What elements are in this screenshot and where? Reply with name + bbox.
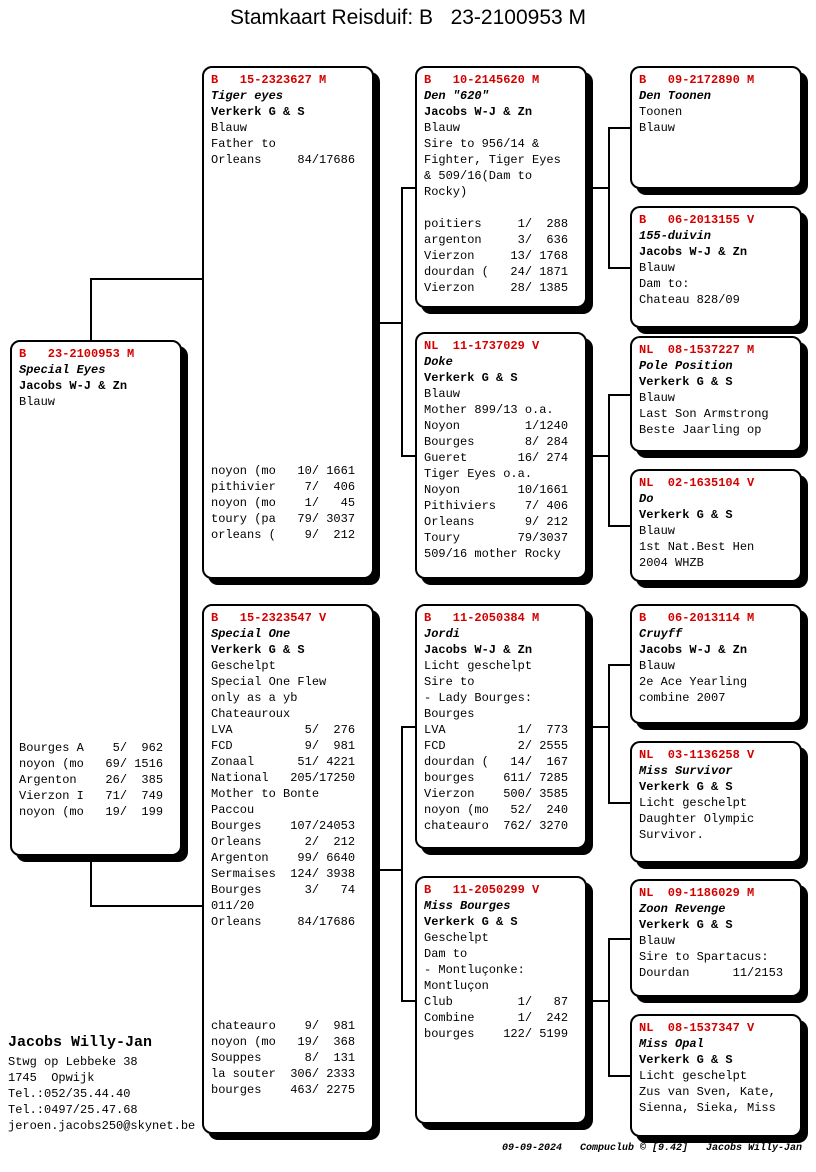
box-line: Special One Flew — [211, 675, 327, 689]
box-line: Doke — [424, 355, 453, 369]
box-line: Verkerk G & S — [639, 780, 733, 794]
box-line: & 509/16(Dam to — [424, 169, 533, 183]
box-lines — [19, 362, 176, 410]
box-line: Dam to: — [639, 277, 690, 291]
box-line: only as a yb — [211, 691, 298, 705]
box-line: Blauw — [639, 391, 676, 405]
box-lines — [639, 358, 796, 438]
ring-number: NL 03-1136258 V — [639, 748, 755, 762]
box-line: Den "620" — [424, 89, 489, 103]
page-title: Stamkaart Reisduif: B 23-2100953 M — [229, 6, 586, 29]
connector-line — [608, 127, 630, 129]
box-line: Pithiviers 7/ 406 — [424, 499, 569, 513]
box-lines — [424, 354, 581, 562]
box-line: 1745 Opwijk — [8, 1071, 95, 1085]
box-line: noyon (mo 69/ 1516 — [19, 757, 164, 771]
box-line: Dam to — [424, 947, 468, 961]
box-lines — [639, 1036, 796, 1116]
ring-number: B 06-2013114 M — [639, 611, 755, 625]
box-line: Daughter Olympic — [639, 812, 755, 826]
box-line: Tiger eyes — [211, 89, 284, 103]
ring-number: NL 08-1537347 V — [639, 1021, 755, 1035]
ring-number: B 15-2323547 V — [211, 611, 327, 625]
box-line: Verkerk G & S — [639, 375, 733, 389]
box-line: Blauw — [639, 524, 676, 538]
box-line: Paccou — [211, 803, 255, 817]
box-line: 1st Nat.Best Hen — [639, 540, 755, 554]
box-results — [211, 463, 368, 543]
footer-credit: 09-09-2024 Compuclub © [9.42] Jacobs Willy-Jan — [501, 1143, 802, 1154]
connector-line — [401, 726, 415, 728]
box-line: Miss Survivor — [639, 764, 733, 778]
pedigree-box-father — [202, 66, 374, 579]
box-line: Survivor. — [639, 828, 704, 842]
box-line: Verkerk G & S — [424, 915, 518, 929]
box-line: Verkerk G & S — [639, 1053, 733, 1067]
box-line: Special One — [211, 627, 291, 641]
box-content — [639, 72, 796, 136]
connector-line — [608, 802, 630, 804]
box-content — [424, 610, 581, 834]
box-line: Dourdan 11/2153 — [639, 966, 784, 980]
box-lines — [639, 763, 796, 843]
box-line: Jacobs W-J & Zn — [424, 643, 533, 657]
box-line: Orleans 9/ 212 — [424, 515, 569, 529]
box-line: Sire to — [424, 675, 475, 689]
box-line: Cruyff — [639, 627, 683, 641]
box-line: Zus van Sven, Kate, — [639, 1085, 776, 1099]
box-lines — [424, 88, 581, 296]
contact-lines — [8, 1054, 195, 1134]
box-lines — [211, 88, 368, 168]
box-line: Licht geschelpt — [639, 1069, 748, 1083]
box-line: Verkerk G & S — [639, 918, 733, 932]
box-content — [424, 72, 581, 296]
box-content — [639, 212, 796, 308]
connector-line — [374, 322, 402, 324]
connector-line — [401, 726, 403, 1000]
box-line: 509/16 mother Rocky — [424, 547, 561, 561]
pedigree-box-subject — [10, 340, 182, 856]
box-line — [424, 200, 581, 216]
box-line: Blauw — [424, 387, 461, 401]
ring-number: NL 02-1635104 V — [639, 476, 755, 490]
box-line: Montluçon — [424, 979, 489, 993]
box-line: orleans ( 9/ 212 — [211, 528, 356, 542]
box-content — [211, 610, 368, 930]
ring-number: NL 09-1186029 M — [639, 886, 755, 900]
box-line: toury (pa 79/ 3037 — [211, 512, 356, 526]
box-content — [639, 475, 796, 571]
box-results — [211, 1018, 368, 1098]
box-line: bourges 122/ 5199 — [424, 1027, 569, 1041]
box-line: Orleans 2/ 212 — [211, 835, 356, 849]
box-content — [639, 610, 796, 706]
connector-line — [608, 394, 630, 396]
box-line: Pole Position — [639, 359, 733, 373]
box-line: Miss Opal — [639, 1037, 704, 1051]
box-line: Bourges 8/ 284 — [424, 435, 569, 449]
box-line: Argenton 99/ 6640 — [211, 851, 356, 865]
pedigree-box-ggp-1 — [630, 66, 802, 189]
box-line: noyon (mo 10/ 1661 — [211, 464, 356, 478]
breeder-name: Jacobs Willy-Jan — [8, 1034, 153, 1051]
pedigree-box-granddam-maternal — [415, 876, 587, 1124]
box-line: Geschelpt — [211, 659, 276, 673]
box-line: pithivier 7/ 406 — [211, 480, 356, 494]
box-line: Gueret 16/ 274 — [424, 451, 569, 465]
box-line: Bourges 107/24053 — [211, 819, 356, 833]
box-content — [639, 1020, 796, 1116]
box-line: Blauw — [211, 121, 248, 135]
box-line: jeroen.jacobs250@skynet.be — [8, 1119, 196, 1133]
connector-line — [608, 127, 610, 267]
pedigree-box-ggp-8 — [630, 1014, 802, 1137]
ring-number: B 06-2013155 V — [639, 213, 755, 227]
box-line: chateauro 9/ 981 — [211, 1019, 356, 1033]
connector-line — [608, 938, 630, 940]
box-line: bourges 463/ 2275 — [211, 1083, 356, 1097]
box-line: Orleans 84/17686 — [211, 153, 356, 167]
connector-line — [401, 455, 415, 457]
box-line: Jacobs W-J & Zn — [639, 245, 748, 259]
box-line: Rocky) — [424, 185, 468, 199]
connector-line — [587, 187, 609, 189]
pedigree-box-grandsire-maternal — [415, 604, 587, 849]
box-content — [211, 72, 368, 168]
box-line: Bourges 3/ 74 — [211, 883, 356, 897]
box-line: Verkerk G & S — [211, 643, 305, 657]
box-line: Sire to 956/14 & — [424, 137, 540, 151]
box-lines — [639, 88, 796, 136]
breeder-contact — [8, 1032, 195, 1134]
box-line: Verkerk G & S — [424, 371, 518, 385]
ring-number: B 11-2050384 M — [424, 611, 540, 625]
box-line: Tel.:0497/25.47.68 — [8, 1103, 138, 1117]
box-lines — [639, 228, 796, 308]
box-line: Sire to Spartacus: — [639, 950, 769, 964]
box-line: Blauw — [639, 934, 676, 948]
box-line: noyon (mo 19/ 368 — [211, 1035, 356, 1049]
pedigree-box-mother — [202, 604, 374, 1134]
box-line: combine 2007 — [639, 691, 726, 705]
connector-line — [401, 1000, 415, 1002]
box-line: Zoon Revenge — [639, 902, 726, 916]
box-line: - Montluçonke: — [424, 963, 525, 977]
box-line: Blauw — [639, 121, 676, 135]
box-line: Zonaal 51/ 4221 — [211, 755, 356, 769]
box-lines — [424, 626, 581, 834]
box-line: Blauw — [424, 121, 461, 135]
connector-line — [90, 278, 202, 280]
ring-number: B 10-2145620 M — [424, 73, 540, 87]
box-line: Club 1/ 87 — [424, 995, 569, 1009]
box-content — [639, 747, 796, 843]
box-content — [639, 885, 796, 981]
box-line: Special Eyes — [19, 363, 106, 377]
box-line: Vierzon I 71/ 749 — [19, 789, 164, 803]
box-line: Den Toonen — [639, 89, 712, 103]
box-line: 2e Ace Yearling — [639, 675, 748, 689]
box-line: Licht geschelpt — [639, 796, 748, 810]
box-line: bourges 611/ 7285 — [424, 771, 569, 785]
box-line: noyon (mo 19/ 199 — [19, 805, 164, 819]
box-line: LVA 1/ 773 — [424, 723, 569, 737]
connector-line — [401, 187, 415, 189]
ring-number: B 15-2323627 M — [211, 73, 327, 87]
connector-line — [374, 869, 402, 871]
connector-line — [608, 664, 610, 802]
box-line: argenton 3/ 636 — [424, 233, 569, 247]
box-line: Sienna, Sieka, Miss — [639, 1101, 776, 1115]
box-content — [639, 342, 796, 438]
ring-number: NL 08-1537227 M — [639, 343, 755, 357]
box-line: Jacobs W-J & Zn — [424, 105, 533, 119]
connector-line — [608, 664, 630, 666]
connector-line — [90, 855, 92, 906]
box-line: Vierzon 28/ 1385 — [424, 281, 569, 295]
pedigree-box-ggp-7 — [630, 879, 802, 997]
box-line: Bourges A 5/ 962 — [19, 741, 164, 755]
box-lines — [424, 898, 581, 1042]
connector-line — [608, 525, 630, 527]
box-line: poitiers 1/ 288 — [424, 217, 569, 231]
connector-line — [608, 394, 610, 525]
connector-line — [90, 278, 92, 340]
box-line: Jacobs W-J & Zn — [19, 379, 128, 393]
box-line: 2004 WHZB — [639, 556, 704, 570]
pedigree-box-ggp-3 — [630, 336, 802, 452]
box-line: Bourges — [424, 707, 475, 721]
box-line: Souppes 8/ 131 — [211, 1051, 356, 1065]
box-line: Blauw — [639, 261, 676, 275]
ring-number: B 11-2050299 V — [424, 883, 540, 897]
box-line: Blauw — [19, 395, 56, 409]
box-line: Chateauroux — [211, 707, 291, 721]
box-line: Fighter, Tiger Eyes — [424, 153, 561, 167]
box-line: Blauw — [639, 659, 676, 673]
box-line: FCD 2/ 2555 — [424, 739, 569, 753]
box-line: Father to — [211, 137, 276, 151]
pedigree-box-granddam-paternal — [415, 332, 587, 579]
box-line: Last Son Armstrong — [639, 407, 769, 421]
connector-line — [608, 938, 610, 1075]
box-line: Miss Bourges — [424, 899, 511, 913]
box-line: Argenton 26/ 385 — [19, 773, 164, 787]
box-line: Vierzon 500/ 3585 — [424, 787, 569, 801]
box-line: Verkerk G & S — [211, 105, 305, 119]
ring-number: B 23-2100953 M — [19, 347, 135, 361]
connector-line — [401, 187, 403, 455]
box-line: Noyon 10/1661 — [424, 483, 569, 497]
box-content — [424, 882, 581, 1042]
box-line: Chateau 828/09 — [639, 293, 740, 307]
box-line: FCD 9/ 981 — [211, 739, 356, 753]
box-line: noyon (mo 52/ 240 — [424, 803, 569, 817]
box-line: Toonen — [639, 105, 683, 119]
box-line: LVA 5/ 276 — [211, 723, 356, 737]
box-line: Geschelpt — [424, 931, 489, 945]
connector-line — [90, 905, 202, 907]
connector-line — [608, 1075, 630, 1077]
box-line: Orleans 84/17686 — [211, 915, 356, 929]
box-content — [19, 346, 176, 410]
ring-number: B 09-2172890 M — [639, 73, 755, 87]
box-line: Tiger Eyes o.a. — [424, 467, 533, 481]
box-line: la souter 306/ 2333 — [211, 1067, 356, 1081]
box-line: chateauro 762/ 3270 — [424, 819, 569, 833]
connector-line — [587, 726, 609, 728]
pedigree-box-ggp-6 — [630, 741, 802, 863]
pedigree-box-grandsire-paternal — [415, 66, 587, 308]
pedigree-box-ggp-2 — [630, 206, 802, 328]
box-line: Jordi — [424, 627, 461, 641]
box-line: Stwg op Lebbeke 38 — [8, 1055, 138, 1069]
box-line: National 205/17250 — [211, 771, 356, 785]
box-line: Combine 1/ 242 — [424, 1011, 569, 1025]
box-line: dourdan ( 24/ 1871 — [424, 265, 569, 279]
box-line: Beste Jaarling op — [639, 423, 762, 437]
box-line: Licht geschelpt — [424, 659, 533, 673]
box-line: Mother 899/13 o.a. — [424, 403, 554, 417]
box-results — [19, 740, 176, 820]
ring-number: NL 11-1737029 V — [424, 339, 540, 353]
box-line: Sermaises 124/ 3938 — [211, 867, 356, 881]
box-line: Noyon 1/1240 — [424, 419, 569, 433]
box-line: 011/20 — [211, 899, 255, 913]
pedigree-box-ggp-5 — [630, 604, 802, 724]
box-lines — [639, 626, 796, 706]
box-line: dourdan ( 14/ 167 — [424, 755, 569, 769]
box-line: Verkerk G & S — [639, 508, 733, 522]
connector-line — [587, 1000, 609, 1002]
connector-line — [587, 455, 609, 457]
box-lines — [211, 626, 368, 930]
box-lines — [639, 491, 796, 571]
box-line: - Lady Bourges: — [424, 691, 533, 705]
box-lines — [639, 901, 796, 981]
pedigree-box-ggp-4 — [630, 469, 802, 582]
box-line: Vierzon 13/ 1768 — [424, 249, 569, 263]
box-line: Do — [639, 492, 654, 506]
box-line: Mother to Bonte — [211, 787, 320, 801]
connector-line — [608, 267, 630, 269]
box-line: Toury 79/3037 — [424, 531, 569, 545]
box-line: noyon (mo 1/ 45 — [211, 496, 356, 510]
box-line: Tel.:052/35.44.40 — [8, 1087, 131, 1101]
box-line: 155-duivin — [639, 229, 712, 243]
box-line: Jacobs W-J & Zn — [639, 643, 748, 657]
box-content — [424, 338, 581, 562]
